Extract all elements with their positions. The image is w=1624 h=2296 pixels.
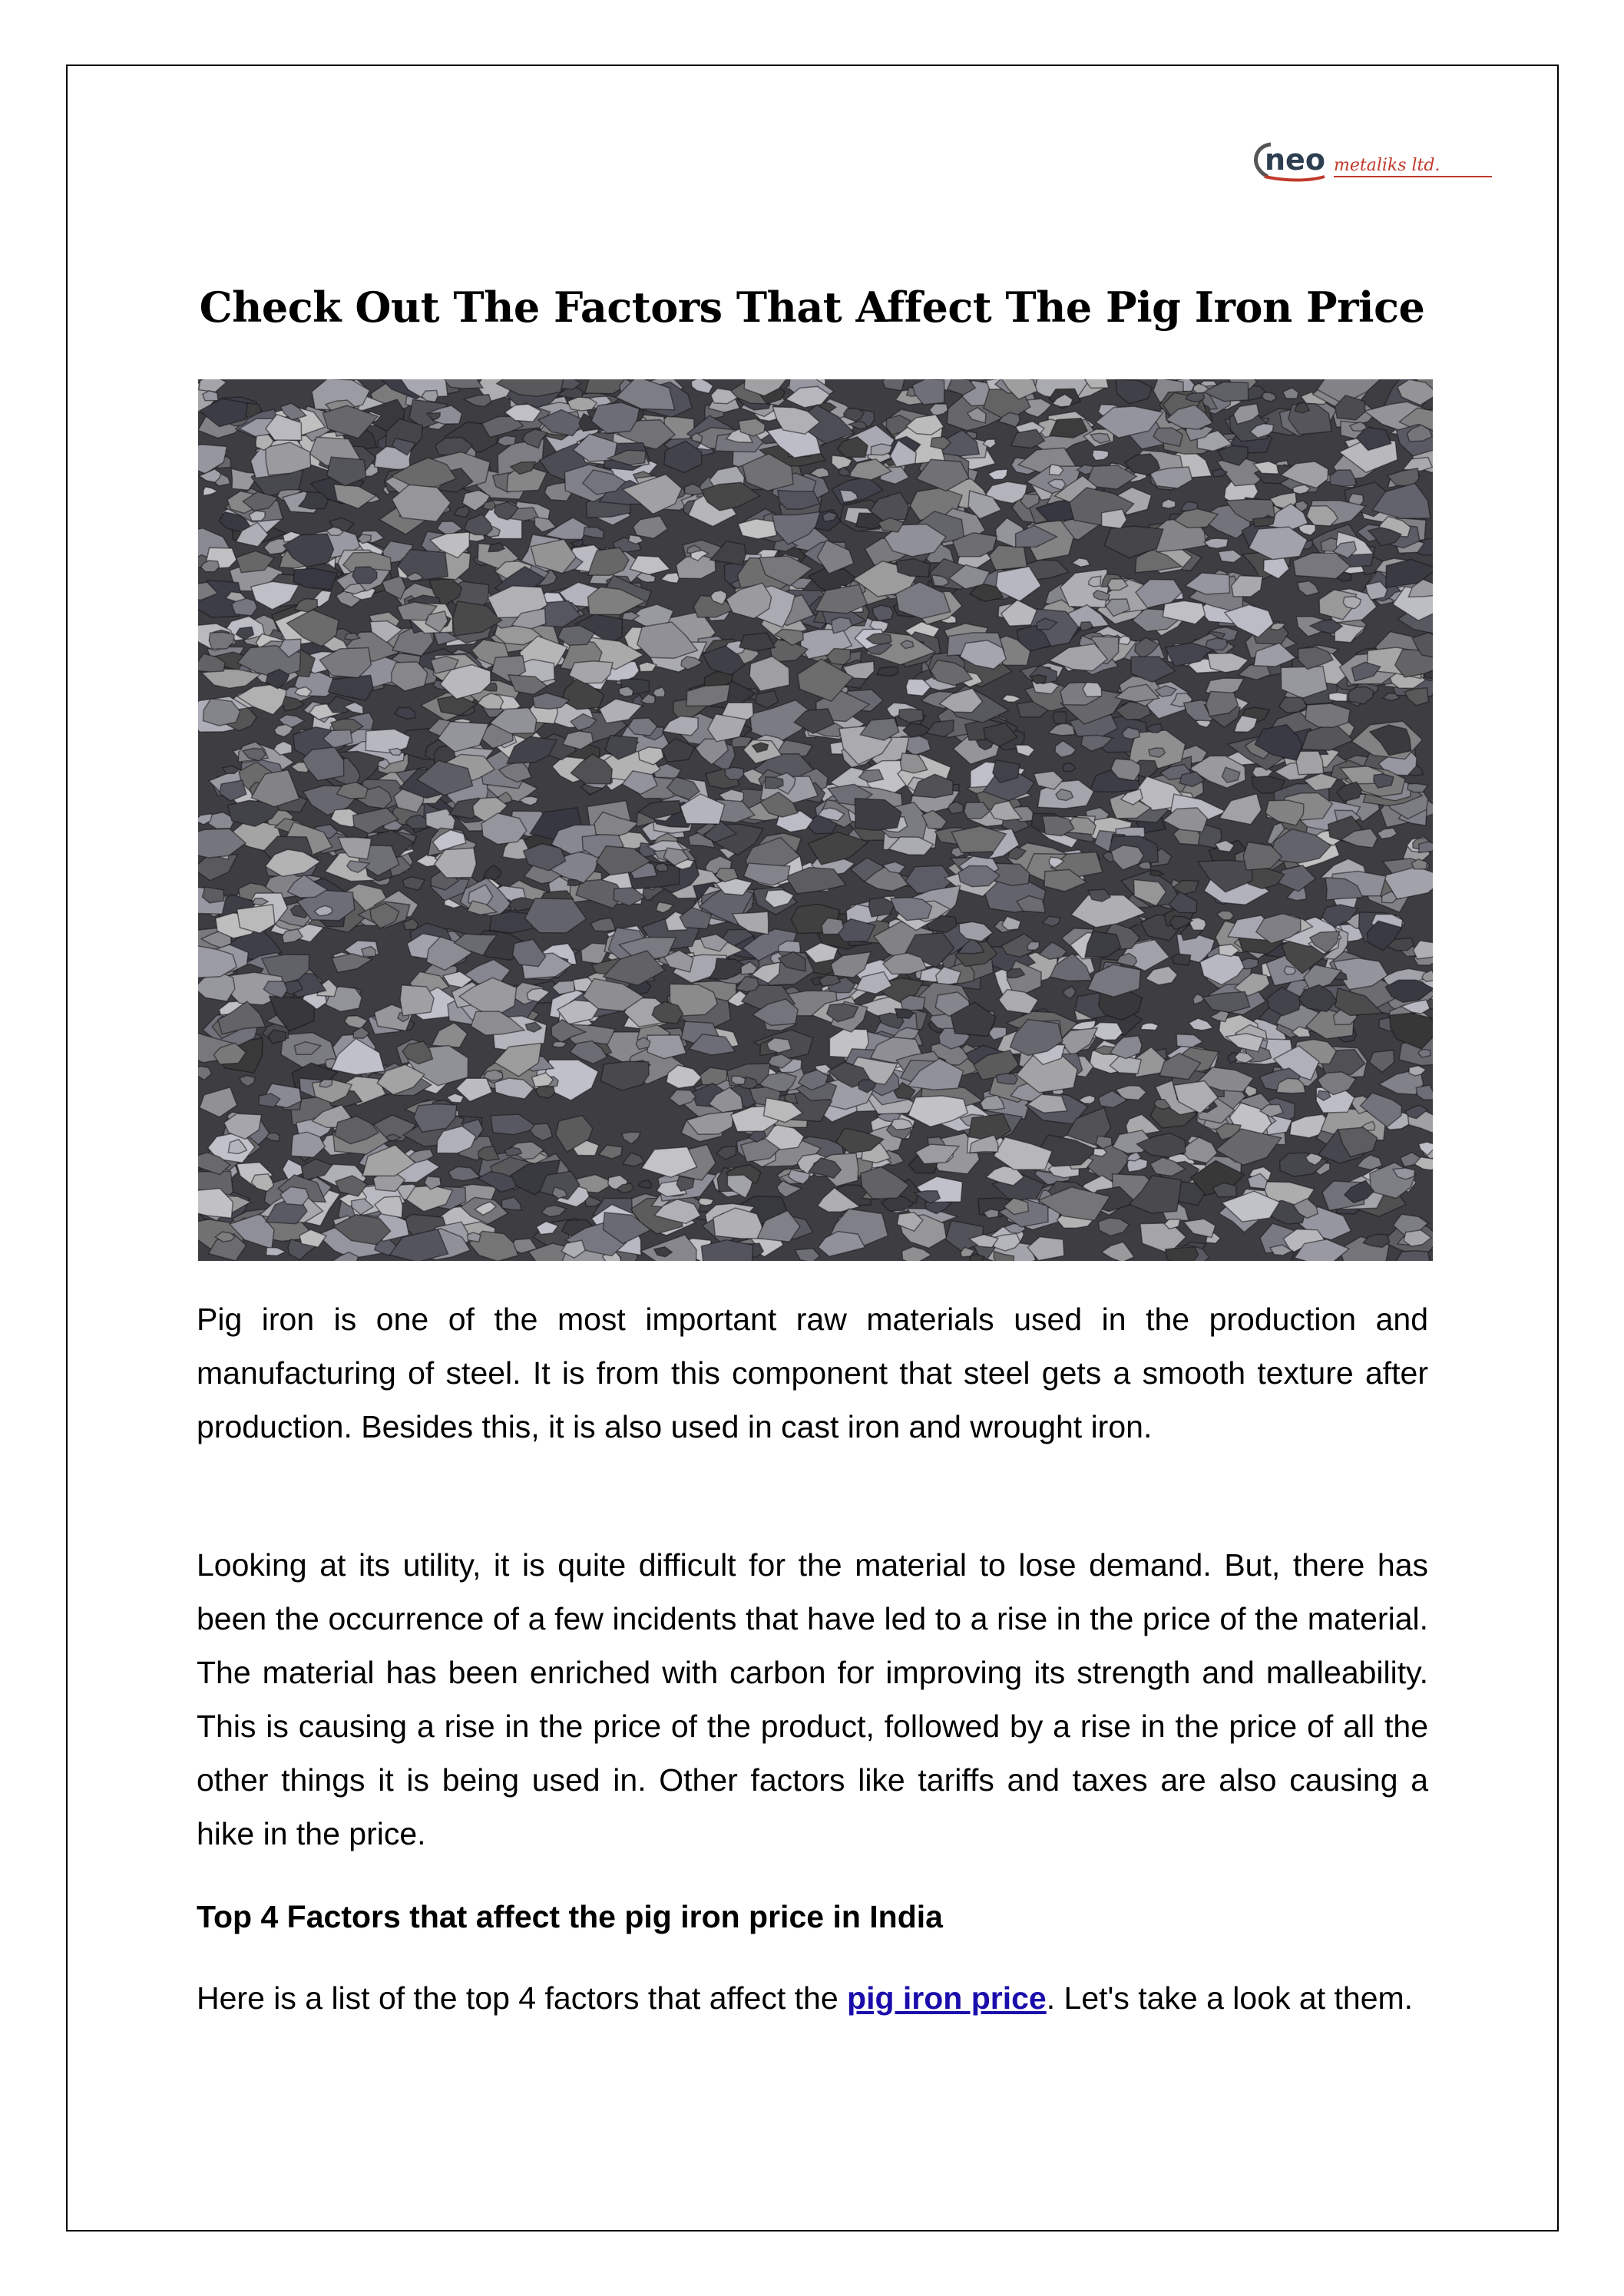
intro-before-link: Here is a list of the top 4 factors that affect the	[197, 1980, 848, 2016]
paragraph-2: Looking at its utility, it is quite difficult for the material to lose demand. But, there has been the occurrence of a few incidents that have led to a rise in the price of the material. The material has been enriched with carbon for improving its strength and malleability. This is causing a rise in the price of the product, followed by a rise in the price of all the other things it is being used in. Other factors like tariffs and taxes are also causing a hike in the price.	[197, 1547, 1428, 1851]
paragraph-1: Pig iron is one of the most important raw materials used in the production and manufacturing of steel. It is from this component that steel gets a smooth texture after production. Besides this, it is also used in cast iron and wrought iron.	[197, 1302, 1428, 1444]
paragraph-intro	[197, 1971, 1428, 2025]
pig-iron-price-link[interactable]: pig iron price	[847, 1980, 1047, 2016]
logo-brand: neo	[1265, 143, 1325, 177]
neo-metaliks-logo	[1248, 137, 1493, 190]
logo-tagline: metaliks ltd.	[1334, 156, 1440, 175]
intro-after-link: . Let's take a look at them.	[1046, 1980, 1414, 2016]
pig-iron-gravel-image	[198, 379, 1433, 1261]
page-title: Check Out The Factors That Affect The Pig Iron Price	[199, 283, 1425, 332]
section-heading: Top 4 Factors that affect the pig iron price in India	[197, 1899, 943, 1934]
